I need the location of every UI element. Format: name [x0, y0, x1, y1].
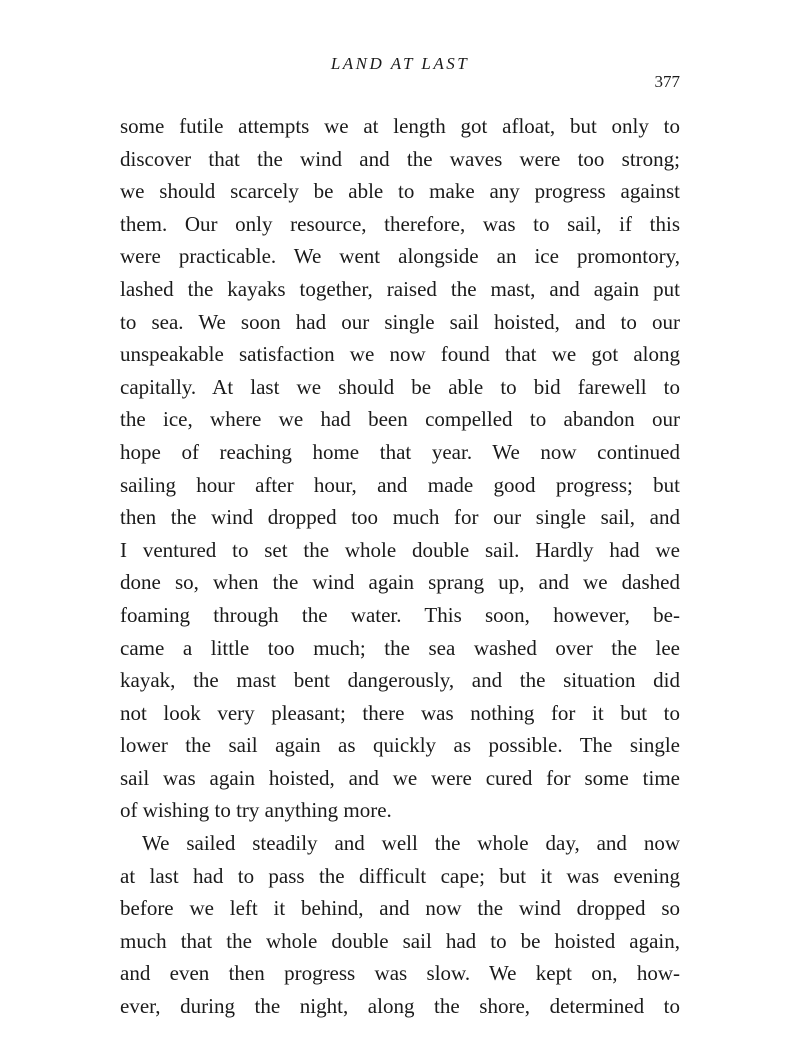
text-line: came a little too much; the sea washed over the lee — [120, 635, 680, 660]
text-line: kayak, the mast bent dangerously, and the situation did — [120, 668, 680, 693]
text-line: lower the sail again as quickly as possible. The single — [120, 733, 680, 758]
running-head-title: LAND AT LAST — [330, 54, 470, 73]
text-line: discover that the wind and the waves were too strong; — [120, 146, 680, 171]
text-line: not look very pleasant; there was nothing for it but to — [120, 700, 680, 725]
text-line: sailing hour after hour, and made good progress; but — [120, 472, 680, 497]
text-line: we should scarcely be able to make any progress against — [120, 179, 680, 204]
text-line: to sea. We soon had our single sail hoisted, and to our — [120, 309, 680, 334]
text-line: at last had to pass the difficult cape; but it was evening — [120, 863, 680, 888]
text-line: before we left it behind, and now the wind dropped so — [120, 896, 680, 921]
text-line: were practicable. We went alongside an ice promontory, — [120, 244, 680, 269]
text-line: them. Our only resource, therefore, was to sail, if this — [120, 211, 680, 236]
text-line: hope of reaching home that year. We now continued — [120, 439, 680, 464]
text-line: done so, when the wind again sprang up, and we dashed — [120, 570, 680, 595]
text-line: of wishing to try anything more. — [120, 798, 392, 823]
page-number: 377 — [654, 72, 680, 91]
body-text — [120, 110, 680, 1023]
text-line: unspeakable satisfaction we now found that we got along — [120, 342, 680, 367]
text-line: sail was again hoisted, and we were cured for some time — [120, 765, 680, 790]
paragraph-2 — [120, 827, 680, 1023]
text-line: We sailed steadily and well the whole day, and now — [142, 831, 680, 856]
text-line: I ventured to set the whole double sail. Hardly had we — [120, 537, 680, 562]
text-line: lashed the kayaks together, raised the mast, and again put — [120, 276, 680, 301]
paragraph-1 — [120, 110, 680, 827]
text-line: ever, during the night, along the shore, determined to — [120, 994, 680, 1019]
text-line: and even then progress was slow. We kept on, how- — [120, 961, 680, 986]
text-line: then the wind dropped too much for our single sail, and — [120, 505, 680, 530]
text-line: some futile attempts we at length got afloat, but only to — [120, 114, 680, 138]
text-line: much that the whole double sail had to be hoisted again, — [120, 928, 680, 953]
text-line: the ice, where we had been compelled to abandon our — [120, 407, 680, 432]
text-line: foaming through the water. This soon, however, be- — [120, 602, 680, 627]
text-line: capitally. At last we should be able to bid farewell to — [120, 374, 680, 399]
